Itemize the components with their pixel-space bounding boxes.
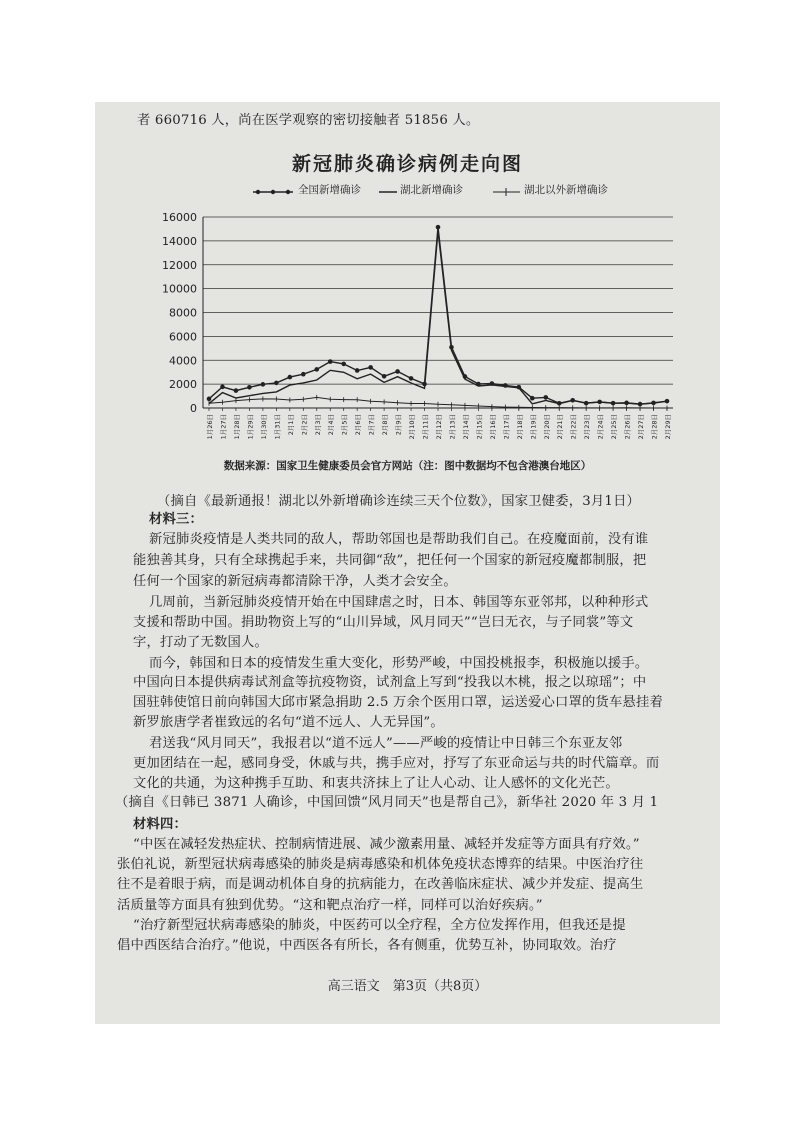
series-line <box>209 227 667 404</box>
x-tick-label: 2月5日 <box>340 414 349 436</box>
section-heading: 材料四： <box>133 817 187 832</box>
text-line: “治疗新型冠状病毒感染的肺炎，中医药可以全疗程，全方位发挥作用，但我还是提 <box>133 918 626 933</box>
x-tick-label: 2月10日 <box>408 414 417 440</box>
document-page <box>95 102 720 1024</box>
text-line: 字，打动了无数国人。 <box>133 635 268 650</box>
y-tick-label: 4000 <box>169 354 197 368</box>
data-point <box>314 367 319 372</box>
x-tick-label: 2月6日 <box>354 414 363 436</box>
text-line: 更加团结在一起，感同身受，休戚与共，携手应对，抒写了东亚命运与共的时代篇章。而 <box>133 756 660 771</box>
x-tick-label: 2月22日 <box>569 414 578 440</box>
x-tick-label: 2月19日 <box>529 414 538 440</box>
data-point <box>288 375 293 380</box>
data-point <box>328 359 333 364</box>
y-tick-label: 10000 <box>162 282 197 296</box>
x-tick-label: 2月18日 <box>515 414 524 440</box>
x-tick-label: 2月17日 <box>502 414 511 440</box>
data-point <box>368 365 373 370</box>
x-tick-label: 2月25日 <box>610 414 619 440</box>
y-tick-label: 6000 <box>169 330 197 344</box>
text-line: 者 660716 人，尚在医学观察的密切接触者 51856 人。 <box>137 113 480 128</box>
text-line: 几周前，当新冠肺炎疫情开始在中国肆虐之时，日本、韩国等东亚邻邦，以种种形式 <box>149 595 649 610</box>
chart-plot <box>95 102 720 462</box>
x-tick-label: 2月23日 <box>583 414 592 440</box>
y-tick-label: 2000 <box>169 378 197 392</box>
x-tick-label: 2月1日 <box>286 414 295 436</box>
x-tick-label: 1月28日 <box>232 414 241 440</box>
y-tick-label: 8000 <box>169 306 197 320</box>
x-tick-label: 2月27日 <box>637 414 646 440</box>
page-footer: 高三语文 第3页（共8页） <box>327 979 488 994</box>
text-line: 君送我“风月同天”，我报君以“道不远人”——严峻的疫情让中日韩三个东亚友邻 <box>149 736 623 751</box>
x-tick-label: 2月29日 <box>664 414 672 440</box>
x-tick-label: 2月20日 <box>542 414 551 440</box>
data-point <box>220 385 225 390</box>
data-point <box>341 362 346 367</box>
text-line: 支援和帮助中国。捐助物资上写的“山川异域，风月同天”“岂曰无衣，与子同裳”等文 <box>133 615 634 630</box>
text-line: “中医在减轻发热症状、控制病情进展、减少激素用量、减轻并发症等方面具有疗效。” <box>133 837 640 852</box>
x-tick-label: 2月9日 <box>394 414 403 436</box>
x-tick-label: 2月24日 <box>596 414 605 440</box>
data-point <box>355 368 360 373</box>
chart-source-note: 数据来源：国家卫生健康委员会官方网站（注：图中数据均不包含港澳台地区） <box>223 460 592 472</box>
data-point <box>409 376 414 381</box>
data-point <box>436 225 441 230</box>
legend-label-outside-hubei: 湖北以外新增确诊 <box>524 184 608 196</box>
x-tick-label: 1月26日 <box>206 414 214 440</box>
text-line: （摘自《最新通报！湖北以外新增确诊连续三天个位数》，国家卫健委，3月1日） <box>157 494 641 509</box>
x-tick-label: 2月11日 <box>421 414 430 440</box>
data-point <box>530 396 535 401</box>
x-tick-label: 2月8日 <box>381 414 390 436</box>
x-tick-label: 1月29日 <box>246 414 255 440</box>
data-point <box>543 395 548 400</box>
chart-title: 新冠肺炎确诊病例走向图 <box>291 153 523 175</box>
x-tick-label: 2月13日 <box>448 414 457 440</box>
text-line: 文化的共通，为这种携手互助、和衷共济抹上了让人心动、让人感怀的文化光芒。 <box>133 776 619 791</box>
data-point <box>301 372 306 377</box>
text-line: 任何一个国家的新冠病毒都清除干净，人类才会安全。 <box>133 574 457 589</box>
text-line: （摘自《日韩已 3871 人确诊，中国回馈“风月同天”也是帮自己》，新华社 2020 年 3 月 1 <box>115 795 659 810</box>
data-point <box>395 369 400 374</box>
text-line: 张伯礼说，新型冠状病毒感染的肺炎是病毒感染和机体免疫状态博弈的结果。中医治疗往 <box>117 857 644 872</box>
text-line: 新冠肺炎疫情是人类共同的敌人，帮助邻国也是帮助我们自己。在疫魔面前，没有谁 <box>149 532 649 547</box>
x-tick-label: 2月28日 <box>650 414 659 440</box>
x-tick-label: 1月27日 <box>219 414 228 440</box>
x-tick-label: 1月31日 <box>273 414 282 440</box>
data-point <box>261 382 266 387</box>
y-tick-label: 0 <box>190 402 197 415</box>
y-tick-label: 16000 <box>162 211 197 224</box>
series-line <box>209 231 667 404</box>
text-line: 活质量等方面具有独到优势。“这和靶点治疗一样，同样可以治好疾病。” <box>117 898 543 913</box>
data-point <box>274 381 279 386</box>
x-tick-label: 2月15日 <box>475 414 484 440</box>
x-tick-label: 2月7日 <box>367 414 376 436</box>
data-point <box>247 385 252 390</box>
x-tick-label: 2月16日 <box>488 414 497 440</box>
text-line: 国驻韩使馆日前向韩国大邱市紧急捐助 2.5 万余个医用口罩，运送爱心口罩的货车悬挂着 <box>133 695 663 710</box>
x-tick-label: 2月21日 <box>556 414 565 440</box>
legend-label-national: 全国新增确诊 <box>298 184 361 196</box>
x-tick-label: 2月14日 <box>461 414 470 440</box>
text-line: 倡中西医结合治疗。”他说，中西医各有所长，各有侧重，优势互补，协同取效。治疗 <box>117 938 617 953</box>
y-tick-label: 14000 <box>162 234 197 248</box>
x-tick-label: 2月26日 <box>623 414 632 440</box>
section-heading: 材料三： <box>149 512 203 527</box>
text-line: 能独善其身，只有全球携起手来，共同御“敌”，把任何一个国家的新冠疫魔都制服，把 <box>133 553 647 568</box>
data-point <box>207 397 212 402</box>
text-line: 新罗旅唐学者崔致远的名句“道不远人、人无异国”。 <box>133 715 444 730</box>
x-tick-label: 2月3日 <box>313 414 322 436</box>
text-line: 中国向日本提供病毒试剂盒等抗疫物资，试剂盒上写到“投我以木桃，报之以琼瑶”；中 <box>133 675 647 690</box>
data-point <box>382 374 387 379</box>
data-point <box>234 388 239 393</box>
x-tick-label: 1月30日 <box>259 414 268 440</box>
legend-label-hubei: 湖北新增确诊 <box>400 184 463 196</box>
x-tick-label: 2月2日 <box>300 414 309 436</box>
text-line: 而今，韩国和日本的疫情发生重大变化，形势严峻，中国投桃报李，积极施以援手。 <box>149 656 649 671</box>
x-tick-label: 2月12日 <box>435 414 443 440</box>
y-tick-label: 12000 <box>162 258 197 272</box>
text-line: 往不是着眼于病，而是调动机体自身的抗病能力，在改善临床症状、减少并发症、提高生 <box>117 877 644 892</box>
x-tick-label: 2月4日 <box>327 414 336 436</box>
